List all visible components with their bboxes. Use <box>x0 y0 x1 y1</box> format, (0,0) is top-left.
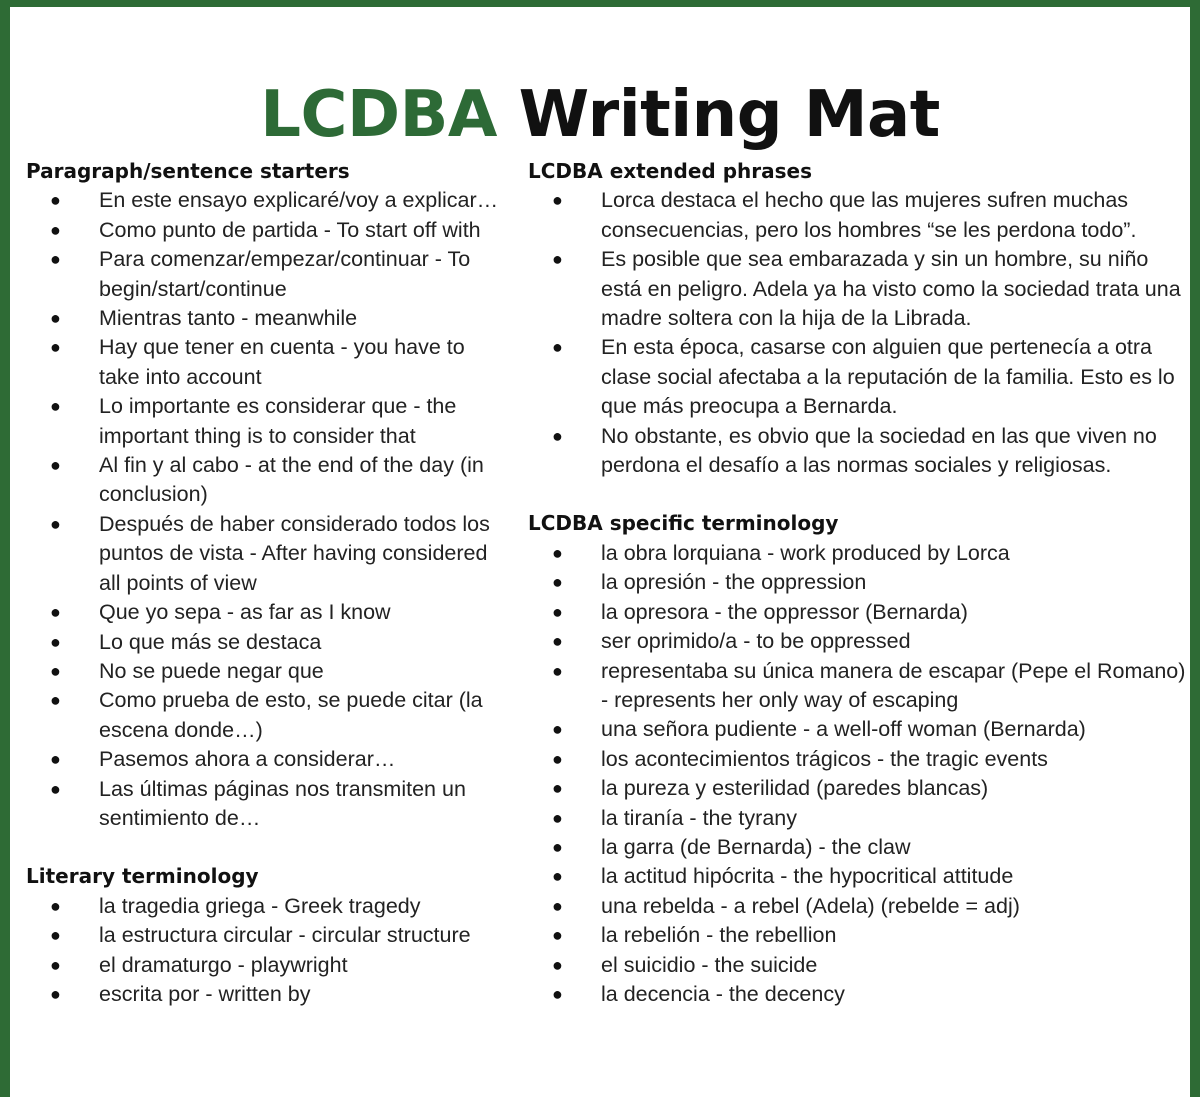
section-paragraph-sentence-starters <box>26 157 506 833</box>
bullet-icon: ● <box>50 602 61 623</box>
bullet-list <box>26 892 506 1010</box>
list-item <box>528 422 1188 481</box>
list-item-text: la actitud hipócrita - the hypocritical attitude <box>601 864 1014 889</box>
bullet-icon: ● <box>552 983 563 1004</box>
bullet-icon: ● <box>50 749 61 770</box>
bullet-icon: ● <box>552 836 563 857</box>
bullet-icon: ● <box>552 748 563 769</box>
list-item <box>528 333 1188 421</box>
bullet-icon: ● <box>50 455 61 476</box>
list-item <box>528 892 1188 921</box>
list-item <box>26 216 506 245</box>
bullet-icon: ● <box>552 866 563 887</box>
list-item <box>26 980 506 1009</box>
list-item-text: escrita por - written by <box>99 981 311 1006</box>
list-item-text: la rebelión - the rebellion <box>601 923 837 948</box>
list-item <box>528 627 1188 656</box>
list-item <box>528 245 1188 333</box>
list-item <box>528 539 1188 568</box>
bullet-icon: ● <box>552 542 563 563</box>
bullet-icon: ● <box>552 925 563 946</box>
right-column <box>528 157 1188 1038</box>
list-item <box>26 186 506 215</box>
list-item-text: la tragedia griega - Greek tragedy <box>99 893 421 918</box>
list-item-text: representaba su única manera de escapar (Pepe el Romano) - represents her only way of escaping <box>601 658 1186 712</box>
section-lcdba-specific-terminology <box>528 509 1188 1009</box>
list-item-text: la opresión - the oppression <box>601 570 867 595</box>
list-item-text: Como prueba de esto, se puede citar (la escena donde…) <box>99 688 483 742</box>
list-item <box>528 715 1188 744</box>
bullet-icon: ● <box>50 954 61 975</box>
page-title <box>10 77 1190 152</box>
list-item-text: Que yo sepa - as far as I know <box>99 600 391 625</box>
bullet-icon: ● <box>50 983 61 1004</box>
list-item <box>528 186 1188 245</box>
bullet-icon: ● <box>50 778 61 799</box>
list-item <box>528 598 1188 627</box>
list-item <box>528 657 1188 716</box>
bullet-icon: ● <box>50 925 61 946</box>
bullet-icon: ● <box>552 778 563 799</box>
list-item-text: Lorca destaca el hecho que las mujeres sufren muchas consecuencias, pero los hombres “se les perdona todo”. <box>601 188 1137 242</box>
bullet-list <box>26 186 506 833</box>
list-item-text: Hay que tener en cuenta - you have to take into account <box>99 335 465 389</box>
list-item-text: la garra (de Bernarda) - the claw <box>601 834 911 859</box>
bullet-icon: ● <box>50 308 61 329</box>
list-item <box>528 921 1188 950</box>
list-item <box>528 745 1188 774</box>
bullet-icon: ● <box>50 631 61 652</box>
bullet-icon: ● <box>552 954 563 975</box>
list-item-text: Para comenzar/empezar/continuar - To begin/start/continue <box>99 247 471 301</box>
list-item <box>26 657 506 686</box>
list-item-text: la estructura circular - circular structure <box>99 923 471 948</box>
bullet-icon: ● <box>552 190 563 211</box>
list-item <box>26 598 506 627</box>
list-item <box>26 686 506 745</box>
list-item <box>528 951 1188 980</box>
writing-mat-page <box>10 7 1190 1097</box>
list-item-text: los acontecimientos trágicos - the tragic events <box>601 746 1048 771</box>
list-item-text: Después de haber considerado todos los puntos de vista - After having considered all points of view <box>99 511 490 595</box>
list-item-text: Pasemos ahora a considerar… <box>99 747 396 772</box>
bullet-list <box>528 539 1188 1010</box>
section-literary-terminology <box>26 862 506 1009</box>
list-item <box>26 451 506 510</box>
list-item-text: En este ensayo explicaré/voy a explicar… <box>99 188 499 213</box>
bullet-icon: ● <box>552 660 563 681</box>
title-accent: LCDBA <box>260 77 497 152</box>
bullet-list <box>528 186 1188 480</box>
section-heading: LCDBA specific terminology <box>528 511 839 536</box>
title-rest: Writing Mat <box>518 77 940 152</box>
list-item-text: el dramaturgo - playwright <box>99 952 348 977</box>
bullet-icon: ● <box>50 690 61 711</box>
list-item <box>528 568 1188 597</box>
list-item <box>26 304 506 333</box>
list-item-text: Mientras tanto - meanwhile <box>99 306 358 331</box>
list-item <box>26 392 506 451</box>
list-item-text: Es posible que sea embarazada y sin un hombre, su niño está en peligro. Adela ya ha visto como la sociedad trata una madre soltera con la hija de la Librada. <box>601 247 1181 331</box>
list-item <box>528 862 1188 891</box>
list-item-text: No se puede negar que <box>99 658 324 683</box>
list-item-text: En esta época, casarse con alguien que pertenecía a otra clase social afectaba a la reputación de la familia. Esto es lo que más preocupa a Bernarda. <box>601 335 1175 419</box>
bullet-icon: ● <box>50 513 61 534</box>
bullet-icon: ● <box>552 601 563 622</box>
list-item-text: una señora pudiente - a well-off woman (Bernarda) <box>601 717 1086 742</box>
bullet-icon: ● <box>552 807 563 828</box>
bullet-icon: ● <box>552 895 563 916</box>
list-item-text: la obra lorquiana - work produced by Lorca <box>601 540 1010 565</box>
list-item <box>528 980 1188 1009</box>
list-item-text: Al fin y al cabo - at the end of the day (in conclusion) <box>99 453 484 507</box>
list-item-text: la pureza y esterilidad (paredes blancas) <box>601 776 989 801</box>
list-item-text: la opresora - the oppressor (Bernarda) <box>601 599 968 624</box>
bullet-icon: ● <box>552 572 563 593</box>
list-item <box>528 804 1188 833</box>
bullet-icon: ● <box>552 249 563 270</box>
bullet-icon: ● <box>552 337 563 358</box>
section-lcdba-extended-phrases <box>528 157 1188 480</box>
bullet-icon: ● <box>50 660 61 681</box>
bullet-icon: ● <box>50 396 61 417</box>
bullet-icon: ● <box>552 631 563 652</box>
list-item-text: Las últimas páginas nos transmiten un sentimiento de… <box>99 776 466 830</box>
list-item <box>528 774 1188 803</box>
bullet-icon: ● <box>50 337 61 358</box>
list-item <box>26 333 506 392</box>
bullet-icon: ● <box>50 249 61 270</box>
list-item-text: No obstante, es obvio que la sociedad en las que viven no perdona el desafío a las normas sociales y religiosas. <box>601 423 1157 478</box>
list-item-text: la tiranía - the tyrany <box>601 805 797 830</box>
list-item <box>528 833 1188 862</box>
list-item-text: una rebelda - a rebel (Adela) (rebelde = adj) <box>601 893 1020 918</box>
list-item <box>26 745 506 774</box>
section-heading: Paragraph/sentence starters <box>26 159 350 183</box>
bullet-icon: ● <box>50 219 61 240</box>
list-item <box>26 921 506 950</box>
list-item-text: Lo importante es considerar que - the important thing is to consider that <box>99 394 457 448</box>
left-column <box>26 157 506 1038</box>
list-item <box>26 892 506 921</box>
list-item <box>26 510 506 598</box>
list-item <box>26 951 506 980</box>
section-heading: LCDBA extended phrases <box>528 159 812 183</box>
list-item <box>26 628 506 657</box>
list-item-text: la decencia - the decency <box>601 981 845 1006</box>
list-item <box>26 245 506 304</box>
section-heading: Literary terminology <box>26 864 259 889</box>
list-item-text: Como punto de partida - To start off with <box>99 217 481 242</box>
list-item-text: el suicidio - the suicide <box>601 952 818 977</box>
bullet-icon: ● <box>50 190 61 211</box>
bullet-icon: ● <box>50 895 61 916</box>
list-item <box>26 775 506 834</box>
bullet-icon: ● <box>552 719 563 740</box>
list-item-text: ser oprimido/a - to be oppressed <box>601 629 911 654</box>
list-item-text: Lo que más se destaca <box>99 629 322 654</box>
bullet-icon: ● <box>552 425 563 446</box>
